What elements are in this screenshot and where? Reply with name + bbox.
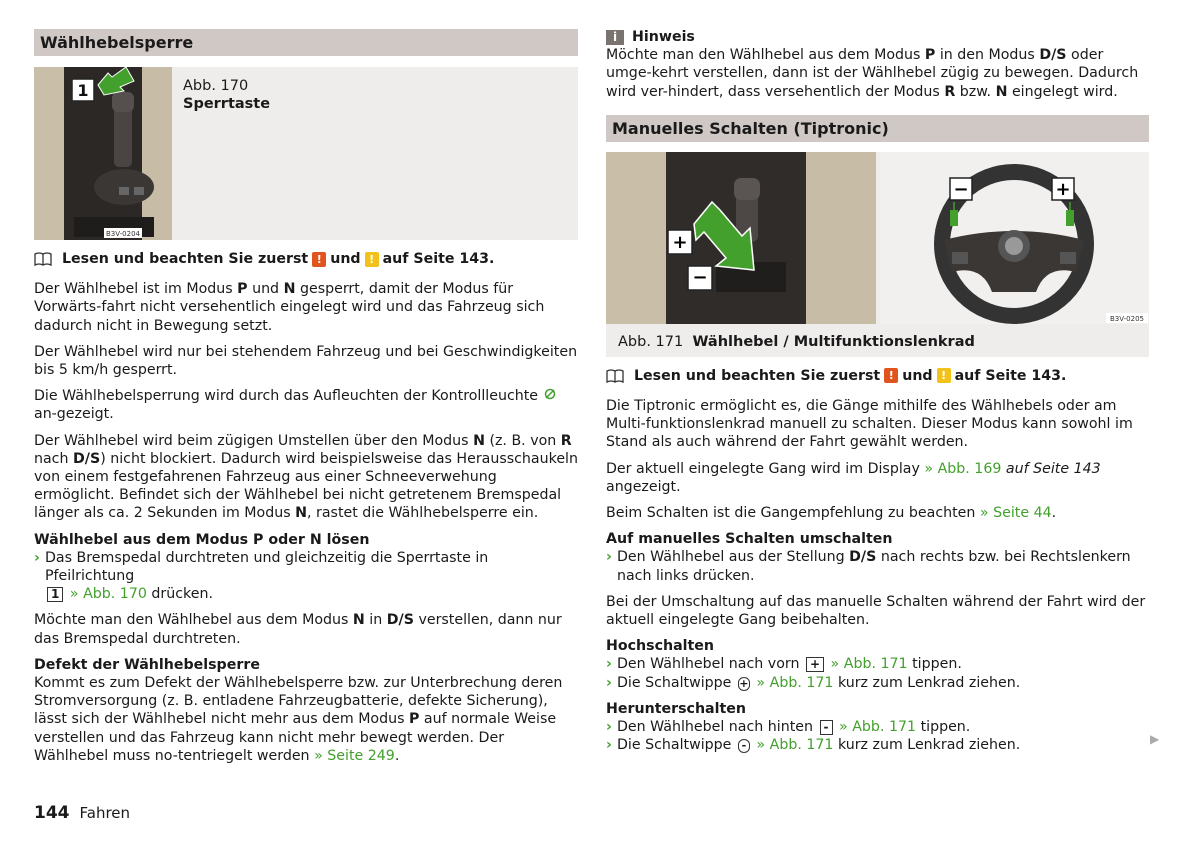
paragraph: Beim Schalten ist die Gangempfehlung zu beachten » Seite 44. bbox=[606, 505, 1057, 522]
bullet-arrow-icon: › bbox=[606, 737, 612, 754]
plus-paddle-icon: + bbox=[739, 676, 749, 690]
info-icon: i bbox=[606, 30, 624, 45]
subheading: Auf manuelles Schalten umschalten bbox=[606, 531, 893, 548]
page-number: 144 bbox=[34, 803, 70, 823]
minus-callout-wheel: − bbox=[953, 178, 969, 200]
subheading: Wählhebel aus dem Modus P oder N lösen bbox=[34, 531, 370, 548]
figure-title: Sperrtaste bbox=[183, 96, 271, 113]
minus-paddle-icon: - bbox=[738, 739, 750, 753]
figure-code: B3V-0204 bbox=[106, 230, 140, 238]
figure-caption: Abb. 171 Wählhebel / Multifunktionslenkrad bbox=[618, 333, 975, 350]
figure-link[interactable]: » Abb. 171 bbox=[756, 737, 834, 754]
minus-callout: − bbox=[692, 266, 708, 288]
read-first-line: Lesen und beachten Sie zuerst ! und ! auf Seite 143. bbox=[606, 367, 1149, 385]
figure-171 bbox=[606, 152, 1149, 357]
minus-key: - bbox=[820, 720, 833, 735]
subheading: Hochschalten bbox=[606, 638, 715, 655]
book-icon bbox=[34, 252, 52, 266]
paragraph: Bei der Umschaltung auf das manuelle Schalten während der Fahrt wird der aktuell eingelegte Gang beibehalten. bbox=[606, 593, 1146, 629]
figure-link[interactable]: » Abb. 171 bbox=[756, 674, 834, 691]
tiptronic-image bbox=[606, 152, 1149, 327]
figure-link[interactable]: » Abb. 169 bbox=[924, 460, 1002, 477]
figure-link[interactable]: » Abb. 171 bbox=[839, 719, 917, 736]
list-item: › Den Wählhebel nach hinten - » Abb. 171 tippen. bbox=[606, 719, 971, 736]
figure-link[interactable]: » Abb. 170 bbox=[69, 586, 147, 603]
page-footer bbox=[34, 804, 130, 822]
bullet-arrow-icon: › bbox=[606, 674, 612, 691]
list-item: › Die Schaltwippe + » Abb. 171 kurz zum Lenkrad ziehen. bbox=[606, 674, 1021, 691]
warning-icon: ! bbox=[312, 252, 326, 267]
callout-1: 1 bbox=[77, 81, 89, 100]
bullet-arrow-icon: › bbox=[606, 549, 612, 566]
continue-arrow-icon: ▶ bbox=[1150, 732, 1160, 746]
list-item: › Den Wählhebel aus der Stellung D/S nach rechts bzw. bei Rechtslenkern nach links drücken. bbox=[606, 549, 1131, 584]
list-item: › Das Bremspedal durchtreten und gleichzeitig die Sperrtaste in Pfeilrichtung 1 » Abb. 170 drücken. bbox=[34, 549, 489, 603]
caution-icon: ! bbox=[365, 252, 379, 267]
paragraph: Der Wählhebel wird beim zügigen Umstellen über den Modus N (z. B. von R nach D/S) nicht blockiert. Dadurch wird beispielsweise das Herausschaukeln von einem festgefahrenen Fahrzeug aus einer Schneeverwehung ermöglicht. Befindet sich der Wählhebel bei nicht getretenem Bremspedal länger als ca. 2 Sekunden im Modus N, rastet die Wählhebelsperre ein. bbox=[34, 432, 578, 522]
figure-code: B3V-0205 bbox=[1110, 314, 1144, 323]
read-prefix: Lesen und beachten Sie zuerst bbox=[62, 251, 309, 267]
paragraph: Der Wählhebel ist im Modus P und N gesperrt, damit der Modus für Vorwärts-fahrt nicht versehentlich eingelegt wird und das Fahrzeug sich dadurch nicht in Bewegung setzt. bbox=[34, 281, 545, 334]
list-item: › Den Wählhebel nach vorn + » Abb. 171 tippen. bbox=[606, 656, 962, 673]
warning-icon: ! bbox=[884, 368, 898, 383]
read-suffix: auf Seite 143. bbox=[382, 251, 495, 267]
plus-callout-wheel: + bbox=[1055, 178, 1071, 200]
book-icon bbox=[606, 369, 624, 383]
paragraph: Möchte man den Wählhebel aus dem Modus N in D/S verstellen, dann nur das Bremspedal durchtreten. bbox=[34, 612, 562, 647]
subheading: Defekt der Wählhebelsperre bbox=[34, 656, 260, 673]
figure-link[interactable]: » Abb. 171 bbox=[830, 656, 908, 673]
figure-caption bbox=[183, 77, 270, 113]
note-text: Möchte man den Wählhebel aus dem Modus P in den Modus D/S oder umge-kehrt verstellen, dann ist der Wählhebel zügig zu bewegen. Dadurch wird ver-hindert, dass versehentlich der Modus R bzw. N eingelegt wird. bbox=[606, 47, 1139, 100]
plus-callout: + bbox=[672, 231, 688, 253]
figure-number: Abb. 170 bbox=[183, 78, 249, 94]
paragraph: Die Tiptronic ermöglicht es, die Gänge mithilfe des Wählhebels oder am Multi-funktionslenkrad manuell zu schalten. Dieser Modus kann sowohl im Stand als auch während der Fahrt gewählt werden. bbox=[606, 398, 1133, 451]
read-und: und bbox=[330, 251, 361, 267]
bullet-arrow-icon: › bbox=[34, 549, 40, 566]
paragraph: Der aktuell eingelegte Gang wird im Display » Abb. 169 auf Seite 143 angezeigt. bbox=[606, 460, 1101, 495]
list-item: › Die Schaltwippe - » Abb. 171 kurz zum Lenkrad ziehen. bbox=[606, 737, 1021, 754]
read-first-line bbox=[34, 250, 578, 268]
note-title: i Hinweis bbox=[606, 28, 1149, 46]
paragraph: Der Wählhebel wird nur bei stehendem Fahrzeug und bei Geschwindigkeiten bis 5 km/h gesperrt. bbox=[34, 343, 578, 379]
section-heading: Wählhebelsperre bbox=[34, 29, 578, 56]
bullet-arrow-icon: › bbox=[606, 656, 612, 673]
footer-section: Fahren bbox=[79, 804, 131, 822]
paragraph: Kommt es zum Defekt der Wählhebelsperre bzw. zur Unterbrechung deren Stromversorgung (z. B. entladene Fahrzeugbatterie, defekte Sicherung), lässt sich der Wählhebel nicht mehr aus dem Modus P auf normale Weise verstellen und das Fahrzeug kann nicht mehr bewegt werden. Der Wählhebel muss no-tentriegelt werden » Seite 249. bbox=[34, 675, 563, 764]
paragraph: Die Wählhebelsperrung wird durch das Aufleuchten der Kontrollleuchte an-gezeigt. bbox=[34, 387, 578, 423]
indicator-light-icon bbox=[543, 388, 557, 400]
caution-icon: ! bbox=[937, 368, 951, 383]
bullet-arrow-icon: › bbox=[606, 719, 612, 736]
subheading: Herunterschalten bbox=[606, 700, 746, 717]
right-column bbox=[606, 0, 1149, 754]
page-link[interactable]: » Seite 249 bbox=[314, 747, 395, 764]
section-heading: Manuelles Schalten (Tiptronic) bbox=[606, 115, 1149, 142]
page-link[interactable]: » Seite 44 bbox=[979, 505, 1052, 522]
plus-key: + bbox=[806, 657, 824, 672]
callout-ref-1: 1 bbox=[47, 587, 63, 602]
gear-selector-image bbox=[34, 67, 172, 240]
figure-170 bbox=[34, 67, 578, 240]
left-column bbox=[34, 0, 578, 773]
